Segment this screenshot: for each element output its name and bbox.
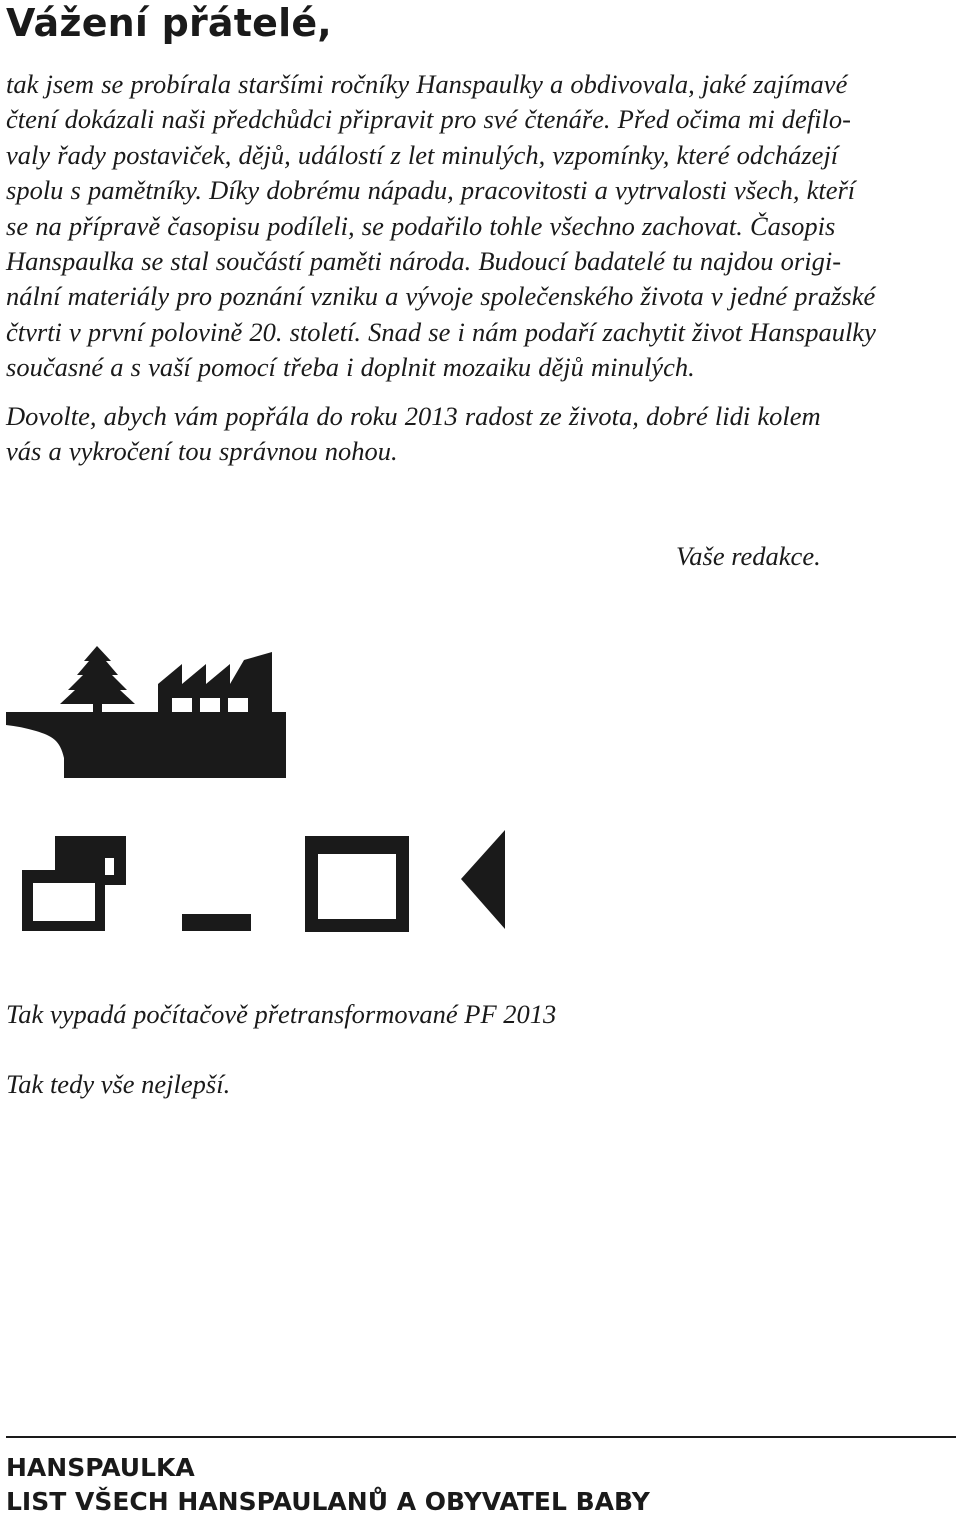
- paragraph-line: se na přípravě časopisu podíleli, se podařilo tohle všechno zachovat. Časopis: [6, 210, 836, 241]
- factory-window: [228, 698, 248, 712]
- pf-caption: Tak vypadá počítačově přetransformované PF 2013: [6, 999, 557, 1029]
- ground-with-river: [6, 712, 286, 778]
- signature: Vaše redakce.: [676, 541, 821, 571]
- factory-window: [200, 698, 220, 712]
- paragraph-line: nální materiály pro poznání vzniku a vývoje společenského života v jedné pražské: [6, 281, 876, 312]
- window-controls-graphic: [0, 820, 540, 940]
- footer-subtitle: LIST VŠECH HANSPAULANŮ A OBYVATEL BABY: [6, 1487, 650, 1516]
- maximize-icon: [305, 836, 409, 932]
- tree-icon: [60, 646, 135, 712]
- paragraph-line: Hanspaulka se stal součástí paměti národa. Budoucí badatelé tu najdou origi-: [6, 246, 842, 277]
- paragraph-line: čtvrti v první polovině 20. století. Snad se i nám podaří zachytit život Hanspaulky: [6, 316, 876, 347]
- letter-paragraph-2: [6, 399, 956, 470]
- back-triangle-icon: [461, 830, 505, 929]
- paragraph-line: současné a s vaší pomocí třeba i doplnit mozaiku dějů minulých.: [6, 352, 695, 383]
- page-title: Vážení přátelé,: [6, 1, 332, 45]
- paragraph-line: valy řady postaviček, dějů, událostí z let minulých, vzpomínky, které odcházejí: [6, 139, 839, 170]
- restore-window-icon: [22, 836, 126, 931]
- paragraph-line: vás a vykročení tou správnou nohou.: [6, 436, 398, 467]
- footer-divider: [6, 1436, 956, 1438]
- letter-paragraph-1: [6, 67, 956, 386]
- paragraph-line: tak jsem se probírala staršími ročníky Hanspaulky a obdivovala, jaké zajímavé: [6, 69, 848, 99]
- paragraph-line: spolu s pamětníky. Díky dobrému nápadu, pracovitosti a vytrvalosti všech, kteří: [6, 175, 856, 206]
- footer-publication-name: HANSPAULKA: [6, 1453, 195, 1482]
- paragraph-line: čtení dokázali naši předchůdci připravit pro své čtenáře. Před očima mi defilo-: [6, 104, 851, 135]
- factory-window: [172, 698, 192, 712]
- paragraph-line: Dovolte, abych vám popřála do roku 2013 radost ze života, dobré lidi kolem: [6, 401, 821, 431]
- minimize-icon: [182, 914, 251, 931]
- closing-line: Tak tedy vše nejlepší.: [6, 1069, 231, 1099]
- landscape-logo: [0, 640, 300, 790]
